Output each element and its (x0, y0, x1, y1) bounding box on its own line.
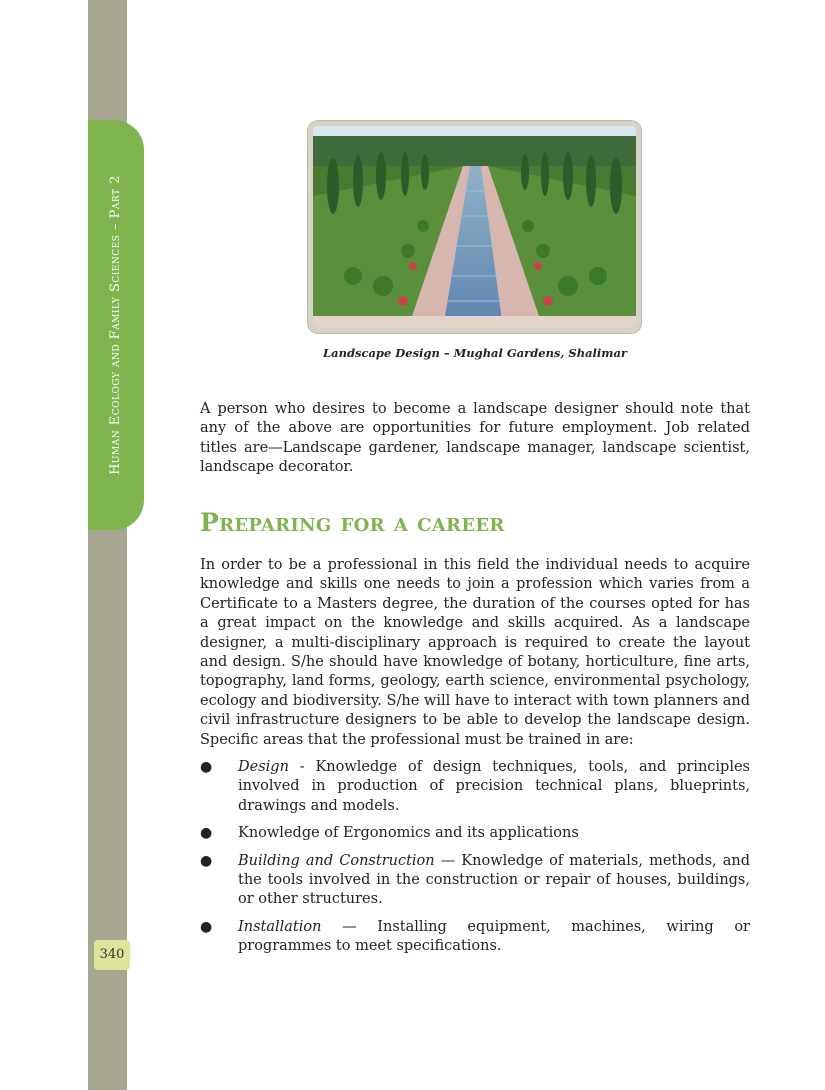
list-item (200, 918, 750, 957)
bullet-icon: ● (200, 852, 213, 869)
bullet-text: Knowledge of Ergonomics and its applications (238, 825, 579, 842)
bullet-icon: ● (200, 825, 213, 842)
bullet-icon: ● (200, 918, 213, 935)
training-areas-list (200, 758, 750, 965)
garden-photo (308, 121, 641, 333)
bullet-icon: ● (200, 759, 213, 775)
list-item (200, 852, 750, 910)
bullet-text: — Knowledge of materials, methods, and the tools involved in the construction or repair of houses, buildings, or other structures. (238, 852, 750, 908)
page-number: 340 (94, 940, 130, 970)
section-paragraph: In order to be a professional in this field the individual needs to acquire knowledge and skills one needs to join a profession which varies from a Certificate to a Masters degree, the duration of the courses opted for has a great impact on the knowledge and skills acquired. As a landscape designer, a multi-disciplinary approach is required to create the layout and design. S/he should have knowledge of botany, horticulture, fine arts, topography, land forms, geology, earth science, environmental psychology, ecology and biodiversity. S/he will have to interact with town planners and civil infrastructure designers to be able to develop the landscape design. Specific areas that the professional must be trained in are: (200, 557, 750, 748)
sidebar-title: Human Ecology and Family Sciences – Part 2 (108, 175, 123, 475)
list-item (200, 824, 750, 843)
bullet-text: - Knowledge of design techniques, tools, and principles involved in production of precision technical plans, blueprints, drawings and models. (238, 759, 750, 814)
bullet-term: Building and Construction (238, 852, 435, 869)
bullet-term: Design (238, 759, 289, 775)
bullet-term: Installation (238, 918, 322, 935)
intro-paragraph: A person who desires to become a landscape designer should note that any of the above are opportunities for future employment. Job related titles are—Landscape gardener, landscape manager, landscape scientist, landscape decorator. (200, 401, 750, 476)
bullet-text: — Installing equipment, machines, wiring or programmes to meet specifications. (238, 918, 750, 955)
section-heading: Preparing for a career (200, 508, 505, 537)
figure-caption: Landscape Design – Mughal Gardens, Shalimar (323, 346, 627, 360)
garden-illustration (313, 126, 636, 328)
list-item (200, 758, 750, 816)
